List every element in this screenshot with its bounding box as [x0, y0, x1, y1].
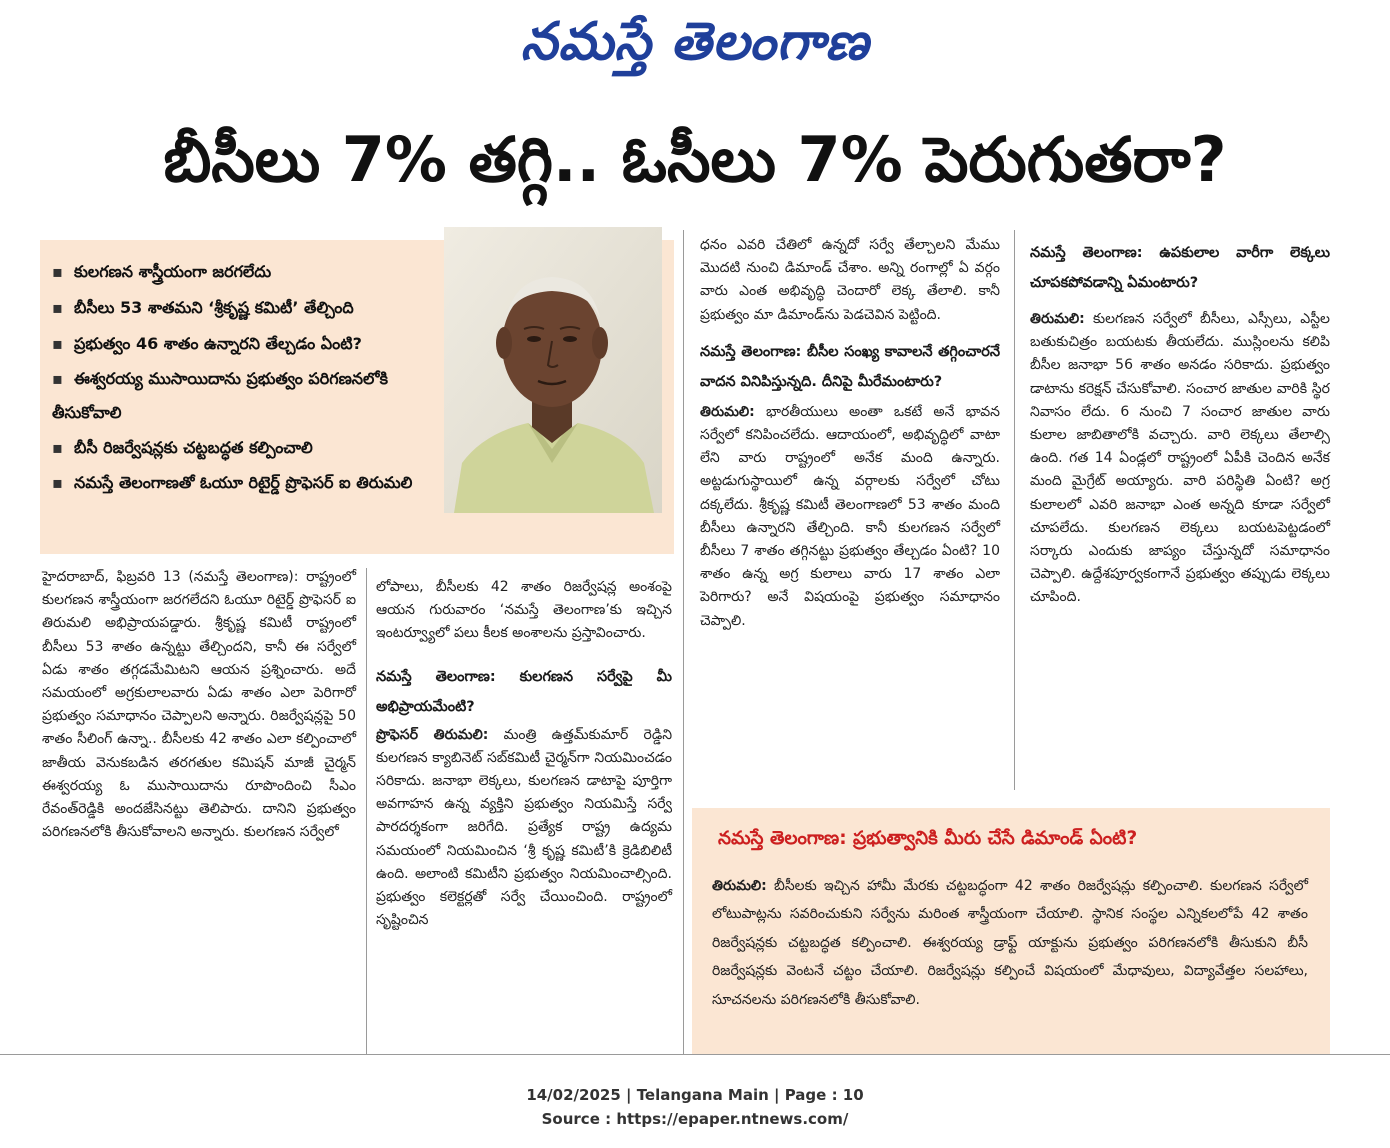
- bullet-icon: ▪: [52, 369, 63, 388]
- body-paragraph: ధనం ఎవరి చేతిలో ఉన్నదో సర్వే తేల్చాలని మేము మొదటి నుంచి డిమాండ్ చేశాం. అన్ని రంగాల్లో ఏ వర్గం వారు ఎంత అభివృద్ధి చెందారో లెక్క తేలాలి. కానీ ప్రభుత్వం మా డిమాండ్‌ను పెడచెవిన పెట్టింది.: [700, 237, 1000, 323]
- speaker-label: తిరుమలి:: [1030, 311, 1085, 327]
- highlight-item: ▪ నమస్తే తెలంగాణతో ఓయూ రిటైర్డ్ ప్రొఫెసర్ ఐ తిరుమలి: [52, 466, 442, 500]
- column-divider: [1014, 230, 1015, 790]
- demand-question: నమస్తే తెలంగాణ: ప్రభుత్వానికి మీరు చేసే డిమాండ్ ఏంటి?: [718, 828, 1138, 849]
- footer-date-page: 14/02/2025 | Telangana Main | Page : 10: [526, 1086, 864, 1104]
- highlight-item: ▪ కులగణన శాస్త్రీయంగా జరగలేదు: [52, 254, 442, 290]
- article-column-2: [376, 576, 672, 932]
- headline: బీసీలు 7% తగ్గి.. ఓసీలు 7% పెరుగుతరా?: [163, 123, 1227, 196]
- interview-answer: తిరుమలి: భారతీయులు అంతా ఒకటే అనే భావన సర్వేలో కనిపించలేదు. ఆదాయంలో, అభివృద్ధిలో వాటా లేని వారు రాష్ట్రంలో అనేక మంది ఉన్నారు. అట్టడుగుస్థాయిలో ఉన్న వర్గాలకు సర్వేలో చోటు దక్కలేదు. శ్రీకృష్ణ కమిటీ తెలంగాణలో 53 శాతం మంది బీసీలు ఉన్నారని తేల్చింది. కానీ కులగణన సర్వేలో బీసీలు 7 శాతం తగ్గినట్టు ప్రభుత్వం తేల్చడం ఏంటి? 10 శాతం ఉన్న అగ్ర కులాలు వారు 17 శాతం ఎలా పెరిగారు? అనే విషయంపై ప్రభుత్వం సమాధానం చెప్పాలి.: [700, 403, 1001, 629]
- portrait-photo: [444, 227, 662, 513]
- portrait-illustration: [444, 227, 662, 513]
- column-divider: [683, 230, 684, 1054]
- highlights-list: [52, 254, 442, 500]
- bottom-rule: [0, 1054, 1390, 1055]
- speaker-label: తిరుమలి:: [700, 403, 755, 420]
- interview-question: నమస్తే తెలంగాణ: కులగణన సర్వేపై మీ అభిప్రాయమేంటి?: [376, 668, 672, 715]
- article-column-1: [42, 566, 356, 844]
- masthead-logo: నమస్తే తెలంగాణ: [520, 12, 870, 72]
- body-paragraph: హైదరాబాద్, ఫిబ్రవరి 13 (నమస్తే తెలంగాణ): రాష్ట్రంలో కులగణన శాస్త్రీయంగా జరగలేదని ఓయూ రిటైర్డ్ ప్రొఫెసర్ ఐ తిరుమలి అభిప్రాయపడ్డారు. శ్రీకృష్ణ కమిటీ రాష్ట్రంలో బీసీలు 53 శాతం ఉన్నట్టు తేల్చిందని, కానీ ఈ సర్వేలో ఏడు శాతం తగ్గడమేమిటని ఆయన ప్రశ్నించారు. అదే సమయంలో అగ్రకులాలవారు ఏడు శాతం ఎలా పెరిగారో ప్రభుత్వం సమాధానం చెప్పాలని అన్నారు. రిజర్వేషన్లపై 50 శాతం సీలింగ్ ఉన్నా.. బీసీలకు 42 శాతం ఎలా కల్పించాలో జాతీయ వెనుకబడిన తరగతుల కమిషన్ మాజీ చైర్మన్ ఈశ్వరయ్య ఓ ముసాయిదాను రూపొందించి సీఎం రేవంత్‌రెడ్డికి అందజేసినట్టు తెలిపారు. దానిని ప్రభుత్వం పరిగణనలోకి తీసుకోవాలని అన్నారు. కులగణన సర్వేలో: [42, 569, 356, 841]
- interview-question: నమస్తే తెలంగాణ: ఉపకులాల వారీగా లెక్కలు చూపకపోవడాన్ని ఏమంటారు?: [1030, 245, 1330, 291]
- speaker-label: తిరుమలి:: [712, 878, 767, 894]
- article-column-4: [1030, 238, 1330, 610]
- bullet-icon: ▪: [52, 298, 63, 317]
- highlight-item: ▪ బీసీలు 53 శాతమని ‘శ్రీకృష్ణ కమిటీ’ తేల్చింది: [52, 290, 442, 326]
- bullet-icon: ▪: [52, 334, 63, 353]
- bullet-icon: ▪: [52, 438, 63, 457]
- demand-answer: తిరుమలి: బీసీలకు ఇచ్చిన హామీ మేరకు చట్టబద్ధంగా 42 శాతం రిజర్వేషన్లు కల్పించాలి. కులగణన సర్వేలో లోటుపాట్లను సవరించుకుని సర్వేను మరింత శాస్త్రీయంగా చేయాలి. స్థానిక సంస్థల ఎన్నికలలోపే 42 శాతం రిజర్వేషన్లకు చట్టబద్ధత కల్పించాలి. ఈశ్వరయ్య డ్రాఫ్ట్ యాక్టును ప్రభుత్వం పరిగణనలోకి తీసుకుని బీసీ రిజర్వేషన్లకు వెంటనే చట్టం చేయాలి. రిజర్వేషన్లు కల్పించే విషయంలో మేధావులు, విద్యావేత్తల సలహాలు, సూచనలను పరిగణనలోకి తీసుకోవాలి.: [712, 878, 1309, 1008]
- body-paragraph: లోపాలు, బీసీలకు 42 శాతం రిజర్వేషన్ల అంశంపై ఆయన గురువారం ‘నమస్తే తెలంగాణ’కు ఇచ్చిన ఇంటర్వ్యూలో పలు కీలక అంశాలను ప్రస్తావించారు.: [376, 579, 672, 642]
- column-divider: [366, 568, 367, 1054]
- bullet-icon: ▪: [52, 473, 63, 492]
- highlight-item: ▪ ప్రభుత్వం 46 శాతం ఉన్నారని తేల్చడం ఏంటి?: [52, 326, 442, 362]
- speaker-label: ప్రొఫెసర్ తిరుమలి:: [376, 726, 489, 743]
- footer-source: Source : https://epaper.ntnews.com/: [541, 1110, 849, 1128]
- highlight-item: ▪ బీసీ రిజర్వేషన్లకు చట్టబద్ధత కల్పించాలి: [52, 430, 442, 466]
- interview-question: నమస్తే తెలంగాణ: బీసీల సంఖ్య కావాలనే తగ్గించారనే వాదన వినిపిస్తున్నది. దీనిపై మీరేమంటారు?: [700, 343, 1000, 390]
- highlight-item: ▪ ఈశ్వరయ్య ముసాయిదాను ప్రభుత్వం పరిగణనలోకి తీసుకోవాలి: [52, 362, 442, 430]
- interview-answer: ప్రొఫెసర్ తిరుమలి: మంత్రి ఉత్తమ్‌కుమార్ రెడ్డిని కులగణన క్యాబినెట్ సబ్‌కమిటీ చైర్మన్‌గా నియమించడం సరికాదు. జనాభా లెక్కలు, కులగణన డాటాపై పూర్తిగా అవగాహన ఉన్న వ్యక్తిని ప్రభుత్వం నియమిస్తే సర్వే పారదర్శకంగా జరిగేది. ప్రత్యేక రాష్ట్ర ఉద్యమ సమయంలో నియమించిన ‘శ్రీ కృష్ణ కమిటీ’కి క్రెడిబిలిటీ ఉంది. అలాంటి కమిటీని ప్రభుత్వం నియమించాల్సింది. ప్రభుత్వం కలెక్టర్లతో సర్వే చేయించింది. రాష్ట్రంలో సృష్టించిన: [376, 726, 673, 929]
- interview-answer: తిరుమలి: కులగణన సర్వేలో బీసీలు, ఎస్సీలు, ఎస్టీల బతుకుచిత్రం బయటకు తీయలేదు. ముస్లింలను కలిపి బీసీల జనాభా 56 శాతం అనడం సరికాదు. ప్రభుత్వం డాటాను కరెక్షన్ చేసుకోవాలి. సంచార జాతుల వారికి స్థిర నివాసం లేదు. 6 నుంచి 7 సంచార జాతుల వారు కులాల జాబితాలోకి వచ్చారు. వారి లెక్కలు తేలాల్సి ఉంది. గత 14 ఏండ్లలో రాష్ట్రంలో ఏపీకి చెందిన అనేక మంది మైగ్రేట్ అయ్యారు. వారి పరిస్థితి ఏంటి? అగ్ర కులాలలో ఎవరి జనాభా ఎంత అన్నది కూడా సర్వేలో చూపలేదు. కులగణన లెక్కలు బయటపెట్టడంలో సర్కారు ఎందుకు జాప్యం చేస్తున్నదో సమాధానం చెప్పాలి. ఉద్దేశపూర్వకంగానే ప్రభుత్వం తప్పుడు లెక్కలు చూపింది.: [1030, 311, 1330, 606]
- bullet-icon: ▪: [52, 262, 63, 281]
- demand-box: [692, 808, 1330, 1054]
- article-column-3: [700, 234, 1000, 633]
